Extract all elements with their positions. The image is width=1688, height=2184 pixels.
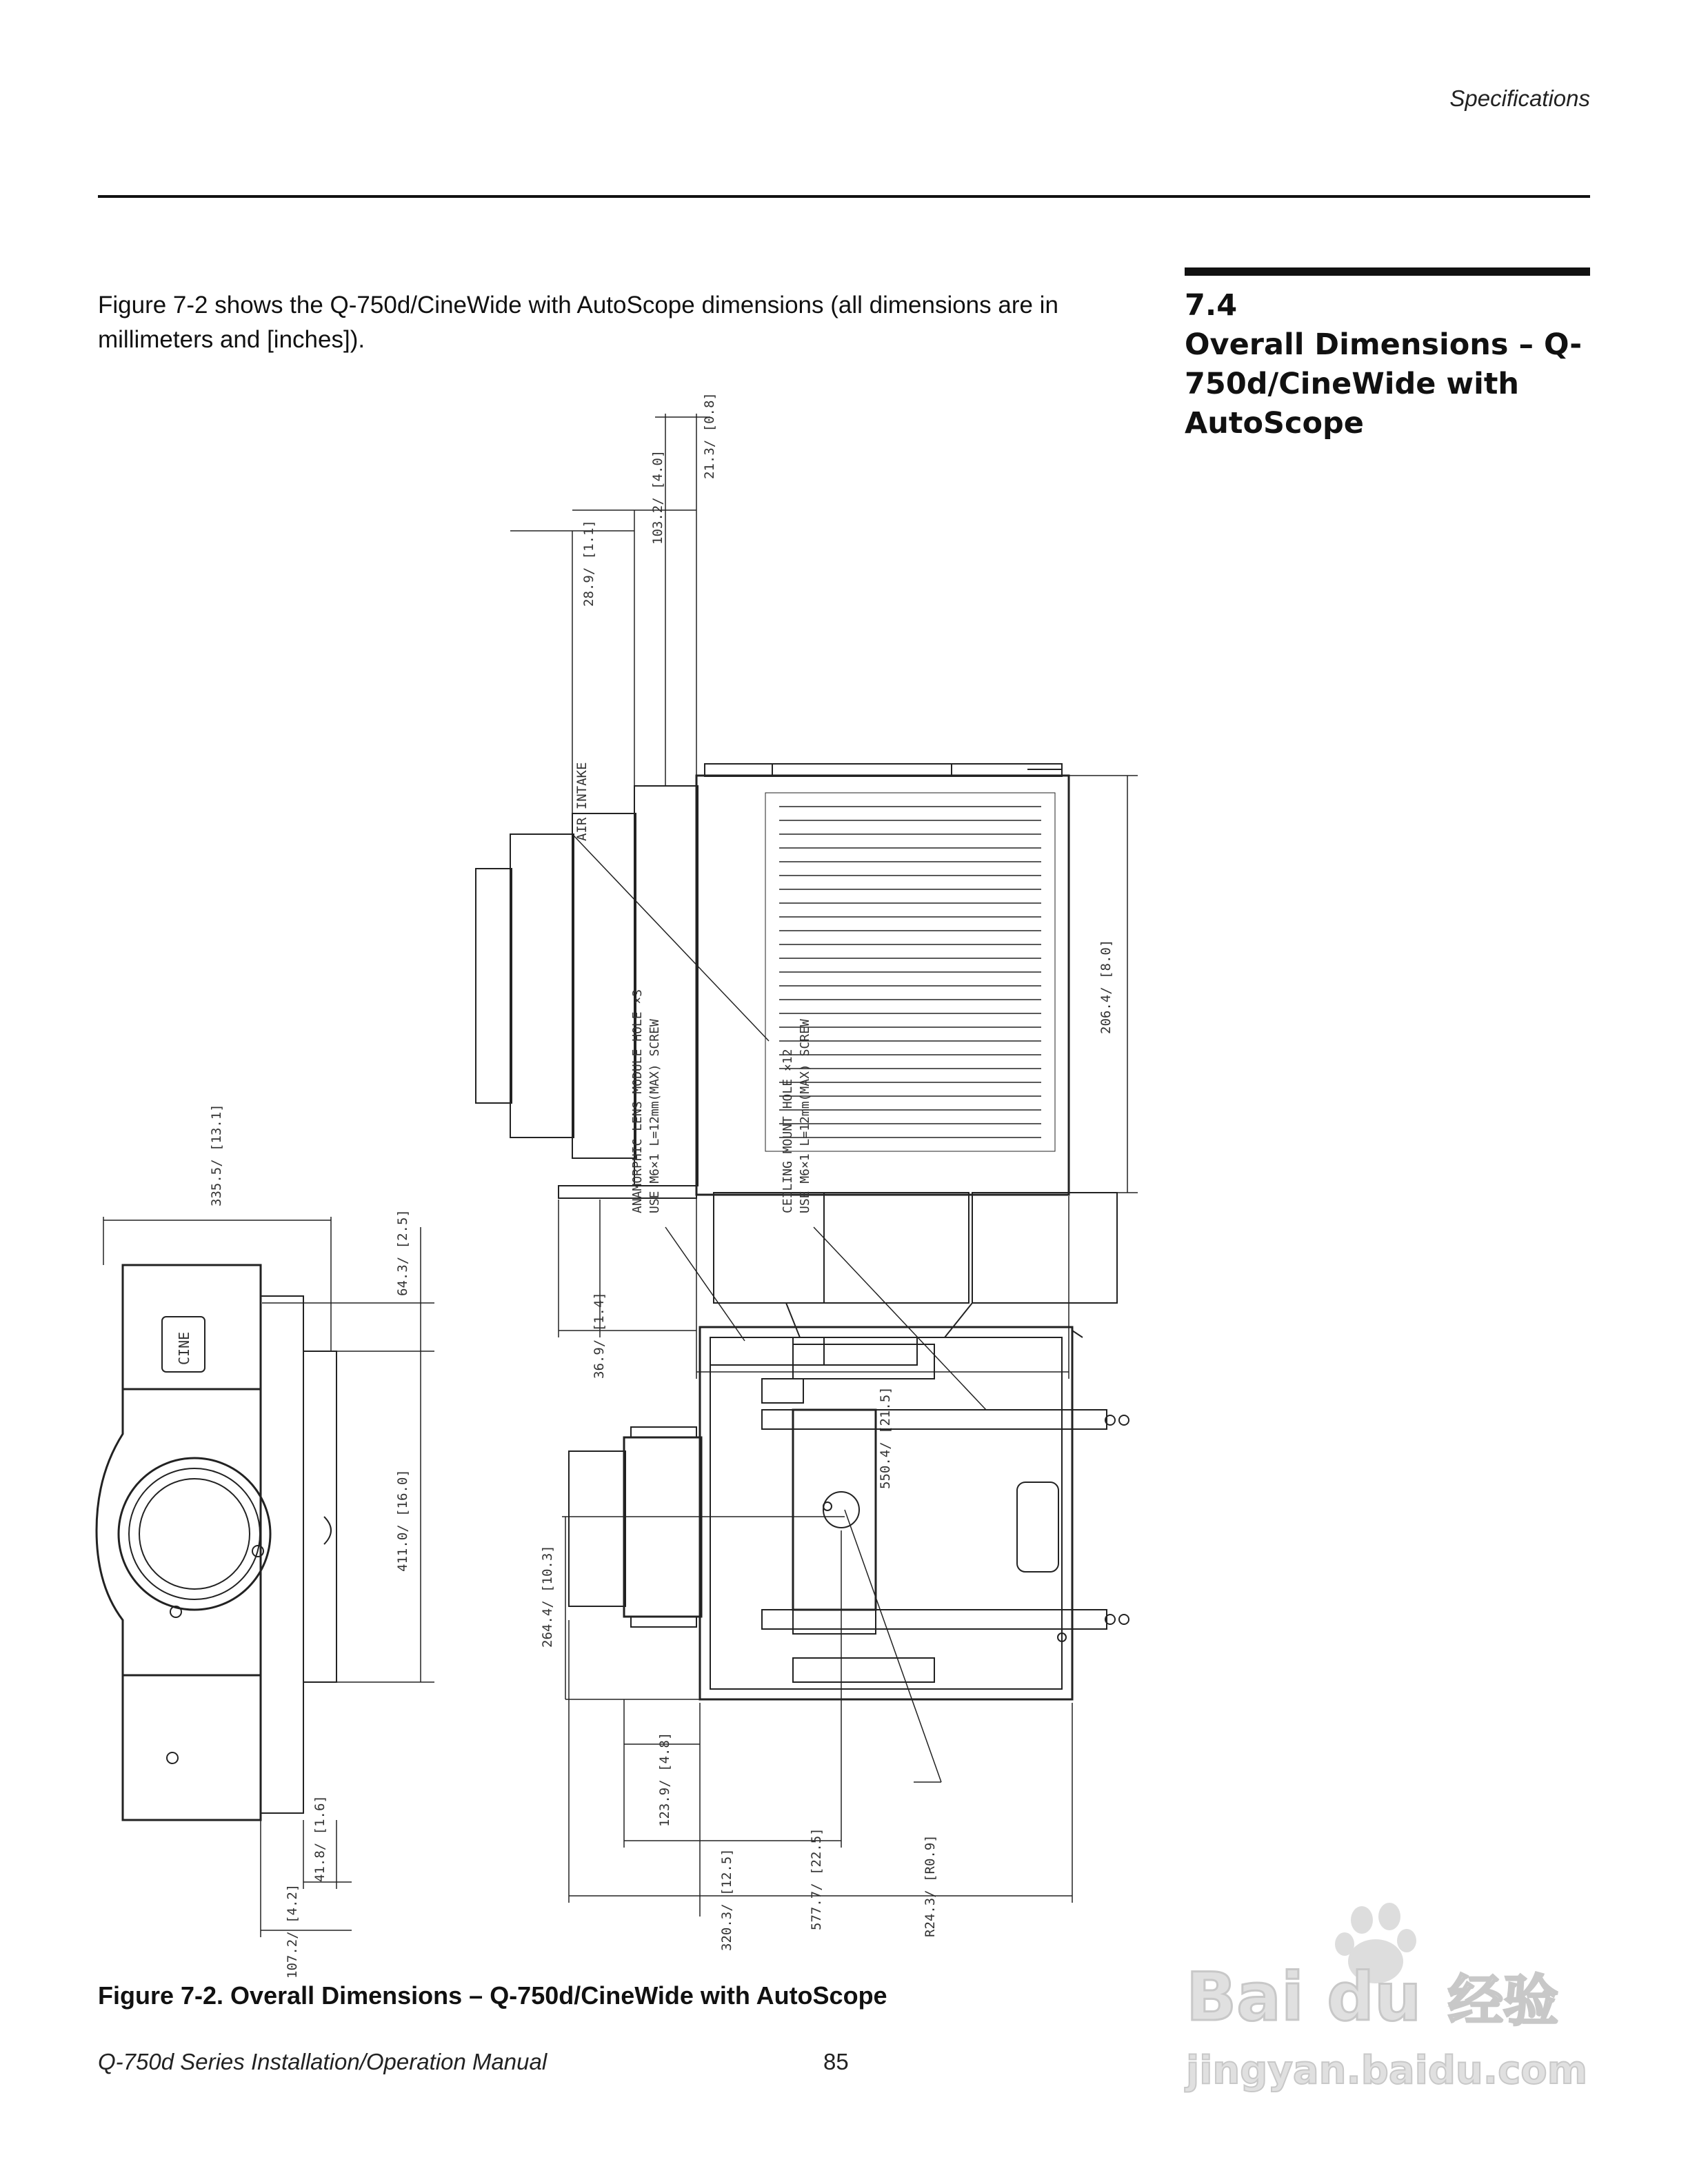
- front-view: [97, 1104, 434, 1979]
- dim-front-width: 335.5/ [13.1]: [209, 1104, 224, 1206]
- watermark-cn: 经验: [1448, 1969, 1558, 2033]
- dim-lens-base: 36.9/ [1.4]: [592, 1292, 607, 1379]
- dim-bottom-total: 577.7/ [22.5]: [809, 1828, 824, 1930]
- dim-lens-depth: 103.2/ [4.0]: [650, 449, 665, 545]
- note-ceiling-screw: USE M6×1 L=12mm(MAX) SCREW: [798, 1019, 812, 1213]
- note-lens-hole: ANAMORPHIC LENS MODULE HOLE ×3: [630, 989, 645, 1213]
- intro-paragraph: Figure 7-2 shows the Q-750d/CineWide with AutoScope dimensions (all dimensions are in millimeters and [inches]).: [98, 292, 1058, 353]
- footer-manual-title: Q-750d Series Installation/Operation Manual: [98, 2049, 547, 2074]
- air-intake-label: AIR INTAKE: [574, 762, 590, 841]
- logo-text: CINE: [176, 1331, 192, 1365]
- dim-height: 206.4/ [8.0]: [1098, 939, 1114, 1034]
- dim-lens-offset: 123.9/ [4.8]: [657, 1732, 672, 1827]
- note-lens-screw: USE M6×1 L=12mm(MAX) SCREW: [647, 1019, 662, 1213]
- watermark-brand: Bai du: [1186, 1959, 1422, 2036]
- dim-length: 550.4/ [21.5]: [878, 1386, 893, 1489]
- dimension-drawing: [90, 392, 1114, 1979]
- figure-caption: Figure 7-2. Overall Dimensions – Q-750d/CineWide with AutoScope: [98, 1981, 887, 2010]
- dim-bottom-depth: 264.4/ [10.3]: [540, 1545, 555, 1648]
- dim-radius: R24.3/ [R0.9]: [923, 1834, 938, 1937]
- footer-page-number: 85: [823, 2049, 849, 2074]
- running-head: Specifications: [1449, 85, 1590, 111]
- section-rule: [1185, 267, 1590, 276]
- dim-top-offset: 21.3/ [0.8]: [702, 392, 717, 479]
- dim-bottom-center: 320.3/ [12.5]: [719, 1848, 734, 1951]
- header-rule: [98, 195, 1590, 198]
- dim-lens-collar: 28.9/ [1.1]: [581, 520, 596, 607]
- dim-front-offset-a: 41.8/ [1.6]: [312, 1795, 328, 1882]
- watermark-url: jingyan.baidu.com: [1186, 2048, 1588, 2093]
- dim-front-height: 411.0/ [16.0]: [395, 1469, 410, 1572]
- watermark: [1179, 1903, 1593, 2110]
- side-view: [476, 392, 1138, 1489]
- section-number: 7.4: [1185, 288, 1238, 323]
- section-title: Overall Dimensions – Q-750d/CineWide with AutoScope: [1185, 327, 1582, 441]
- dim-front-offset-b: 107.2/ [4.2]: [285, 1883, 300, 1979]
- note-ceiling-hole: CEILING MOUNT HOLE ×12: [781, 1049, 795, 1213]
- dim-front-top: 64.3/ [2.5]: [395, 1209, 410, 1296]
- bottom-view: [540, 989, 1129, 1951]
